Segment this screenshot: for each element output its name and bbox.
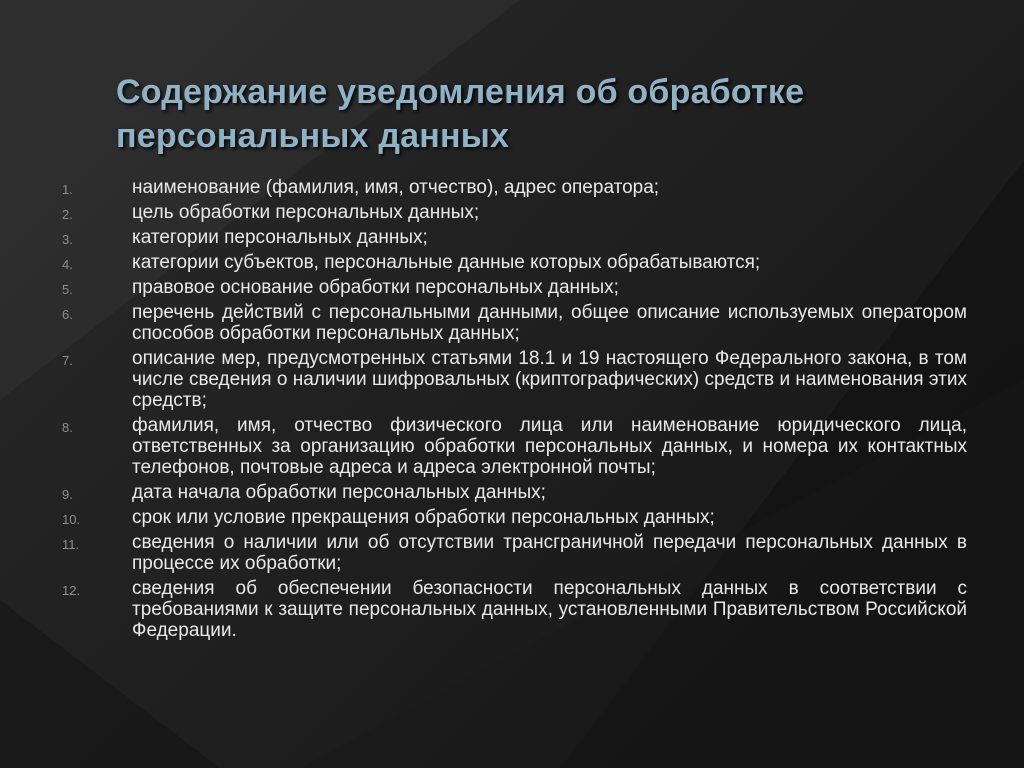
list-item [62, 202, 967, 223]
list-item-text: дата начала обработки персональных данных; [132, 482, 546, 503]
list-item [62, 578, 967, 641]
list-item-text: категории субъектов, персональные данные которых обрабатываются; [132, 252, 761, 273]
list-item-text: правовое основание обработки персональных данных; [132, 277, 619, 298]
list-item [62, 415, 967, 478]
list-number: 12. [62, 583, 81, 598]
list-item [62, 252, 967, 273]
list-item-text: цель обработки персональных данных; [132, 202, 480, 223]
list-item-text: сведения о наличии или об отсутствии трансграничной передачи персональных данных в процессе их обработки; [132, 532, 967, 574]
slide-title: Содержание уведомления об обработке персональных данных [116, 73, 805, 155]
list-number: 1. [62, 182, 73, 197]
list-item-text: сведения об обеспечении безопасности персональных данных в соответствии с требованиями к защите персональных данных, установленными Правительством Российской Федерации. [132, 578, 967, 641]
list-number: 10. [62, 512, 81, 527]
list-item-text: описание мер, предусмотренных статьями 18.1 и 19 настоящего Федерального закона, в том числе сведения о наличии шифровальных (криптографических) средств и наименования этих средств; [132, 348, 967, 411]
list-item [62, 227, 967, 248]
list-item [62, 532, 967, 574]
list-number: 3. [62, 232, 73, 247]
numbered-list [62, 177, 967, 645]
list-item [62, 302, 967, 344]
list-item [62, 482, 967, 503]
list-number: 8. [62, 420, 73, 435]
list-item [62, 277, 967, 298]
list-item [62, 177, 967, 198]
list-number: 2. [62, 207, 73, 222]
list-item-text: фамилия, имя, отчество физического лица или наименование юридического лица, ответственных за организацию обработки персональных данных, и номера их контактных телефонов, почтовые адреса и адреса электронной почты; [132, 415, 967, 478]
list-item [62, 507, 967, 528]
list-number: 7. [62, 353, 73, 368]
list-number: 9. [62, 487, 73, 502]
list-item-text: категории персональных данных; [132, 227, 428, 248]
list-item-text: перечень действий с персональными данными, общее описание используемых оператором способов обработки персональных данных; [132, 302, 967, 344]
list-number: 6. [62, 307, 73, 322]
list-number: 11. [62, 537, 80, 552]
list-item-text: наименование (фамилия, имя, отчество), адрес оператора; [132, 177, 660, 198]
list-number: 4. [62, 257, 73, 272]
list-item [62, 348, 967, 411]
list-item-text: срок или условие прекращения обработки персональных данных; [132, 507, 715, 528]
list-number: 5. [62, 282, 73, 297]
